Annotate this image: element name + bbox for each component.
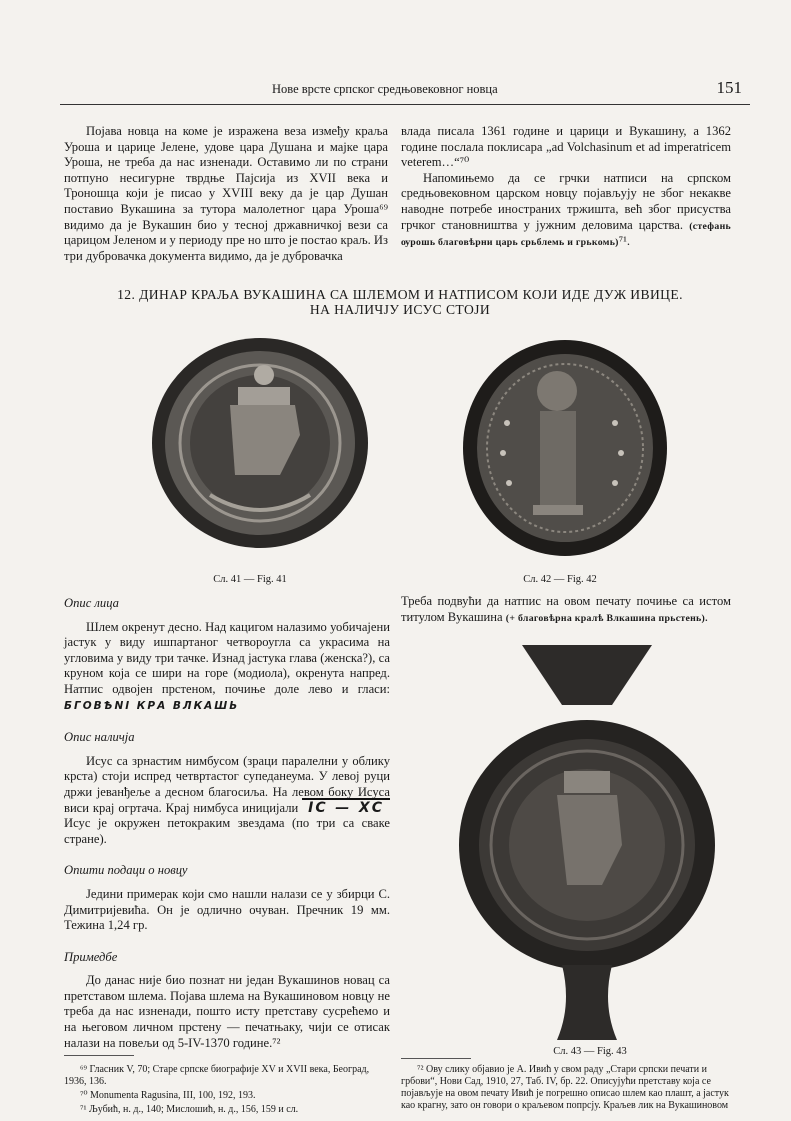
general-text: Једини примерак који смо нашли налази се у збирци С. Димитријевића. Он је одлично очуван. Пречник 19 мм. Тежина 1,24 гр. [64, 886, 390, 933]
notes-heading: Примедбе [64, 949, 118, 964]
intro-left-paragraph: Појава новца на коме је изражена веза између краља Уроша и царице Јелене, удове цара Душана и мајке цара Уроша, не треба да нас изненади. Оставимо ли по страни потпуно несигурне тврдње Пајсија из XVII века и Троношца који је писао у XVIII веку да је цар Душан поставио Вукашина за тутора малолетног цара Уроша⁶⁹ видимо да је Вукашин био у тесној државничкој вези са царицом Јеленом и у периоду пре но што је постао краљ. Из три дубровачка документа видимо, да је дубровачка [64, 124, 388, 263]
obverse-description: Шлем окренут десно. Над кацигом налазимо уобичајени јастук у виду ишпартаног четвороугла са украсима на угловима у виду три тачке. Изнад јастука глава (женска?), са круном која се шири на горе (модиола), окренута напред. Натпис одвојен прстеном, почиње доле лево и гласи: [64, 619, 390, 696]
intro-right-column [401, 124, 731, 251]
ring-text: Треба подвући да натпис на овом печату почиње са истом титулом Вукашина [401, 594, 731, 624]
footnote-rule-right [401, 1058, 471, 1059]
description-column [64, 596, 390, 1051]
obverse-legend: БΓОВѢNI КРА ВЛКАШЬ [64, 699, 240, 712]
ring-paragraph [401, 594, 731, 626]
footnote-71: ⁷¹ Љубић, н. д., 140; Мислошић, н. д., 156, 159 и сл. [80, 1104, 299, 1115]
footnotes-right [401, 1064, 731, 1121]
footnote-69: ⁶⁹ Гласник V, 70; Старе српске биографије XV и XVII века, Београд, 1936, 136. [64, 1064, 370, 1087]
reverse-heading: Опис наличја [64, 730, 135, 745]
section-title-line-1: 12. ДИНАР КРАЉА ВУКАШИНА СА ШЛЕМОМ И НАТПИСОМ КОЈИ ИДЕ ДУЖ ИВИЦЕ. [117, 287, 683, 302]
intro-left-column [64, 124, 388, 264]
nimbus-initials: IC — ХC [302, 798, 390, 816]
page-header [60, 78, 750, 105]
ring-legend-quote: (+ благовѣрна кралѣ Влкашина прьстень). [505, 612, 708, 624]
page-number: 151 [716, 78, 742, 97]
section-title-line-2: НА НАЛИЧЈУ ИСУС СТОЈИ [309, 302, 491, 317]
footnote-70: ⁷⁰ Monumenta Ragusina, III, 100, 192, 193. [80, 1090, 256, 1101]
section-title [70, 287, 730, 317]
note-ref-71: ⁷¹. [618, 234, 631, 249]
obverse-text [64, 620, 390, 715]
general-heading: Општи подаци о новцу [64, 863, 188, 878]
reverse-description-end: Исус је окружен петокраким звездама (по три са сваке стране). [64, 816, 390, 846]
fig42-caption: Сл. 42 — Fig. 42 [523, 574, 597, 585]
footnotes-left [64, 1064, 390, 1118]
obverse-heading: Опис лица [64, 596, 119, 610]
greek-legend-quote: (стефань ѹрошь благовѣрни царь срьблемь и грькомь) [401, 220, 731, 249]
intro-right-paragraph-2 [401, 171, 731, 251]
coin-reverse-photo [455, 333, 675, 563]
running-title: Нове врсте српског средњовековног новца [272, 82, 498, 96]
fig43-caption: Сл. 43 — Fig. 43 [553, 1046, 627, 1057]
intro-right-text: Напомињемо да се грчки натписи на српском средњовековном царском новцу појављују не због некакве наводне потребе иностраних тржишта, већ због присуства грчког становништва у јужним деловима царства. [401, 170, 731, 232]
reverse-text [64, 754, 390, 848]
intro-right-paragraph-1: влада писала 1361 године и царици и Вукашину, а 1362 године послала поклисара „ad Volchasinum et ad imperatricem veterem…“⁷⁰ [401, 124, 731, 170]
coin-obverse-photo [110, 325, 410, 565]
seal-ring-photo [452, 645, 722, 1040]
notes-text: До данас није био познат ни један Вукашинов новац са претставом шлема. Појава шлема на Вукашиновом новцу не треба да нас изненади, пошто исту претставу сусрећемо и на његовом личном прстену — печатњаку, чији се отисак налази на повељи од 5-IV-1370 године.⁷² [64, 973, 390, 1050]
fig41-caption: Сл. 41 — Fig. 41 [213, 574, 287, 585]
footnote-rule-left [64, 1055, 134, 1056]
footnote-72: ⁷² Ову слику објавио је А. Ивић у свом раду „Стари српски печати и грбови“, Нови Сад, 1910, 27, Таб. IV, бр. 22. Описујући претставу која се појављује на овом печату Ивић је погрешно описао шлем као плашт, а јастук као крагну, зато он говори о краљевом попрсју. Краљев лик на Вукашиновом [401, 1064, 729, 1111]
reverse-description: Исус са зрнастим нимбусом (зраци паралелни у облику крста) стоји испред четвртастог супеданеума. У левој руци држи јеванђеље а десном благосиља. На левом боку Исуса виси крај огртача. Крај нимбуса иницијали [64, 753, 390, 815]
